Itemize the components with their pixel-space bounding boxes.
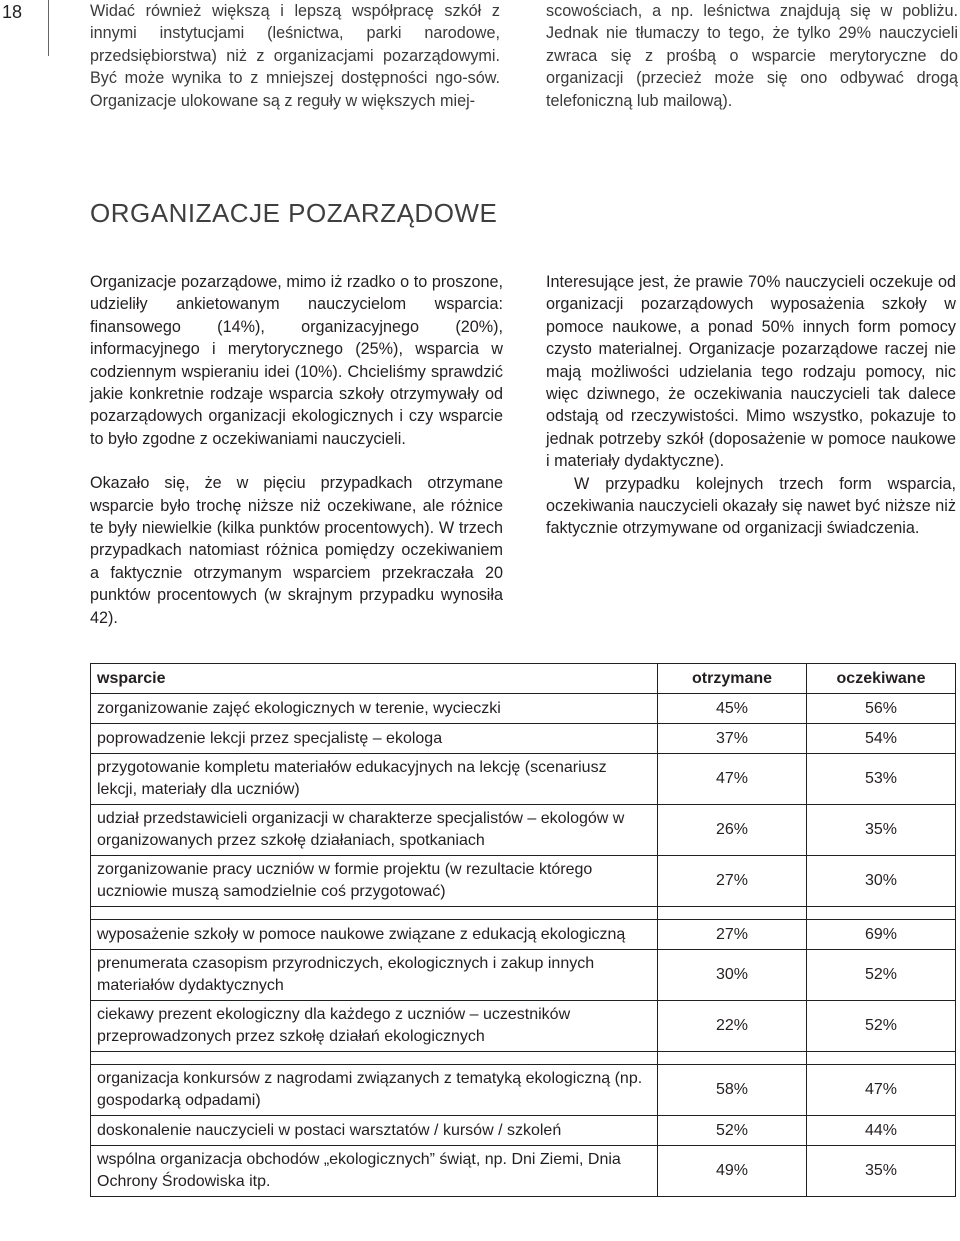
- received-cell: 27%: [658, 856, 807, 907]
- spacer-cell: [658, 1052, 807, 1065]
- received-cell: 37%: [658, 724, 807, 754]
- support-type-cell: doskonalenie nauczycieli w postaci warsztatów / kursów / szkoleń: [91, 1116, 658, 1146]
- mid-left-column: [90, 271, 503, 629]
- mid-left-paragraph-2: Okazało się, że w pięciu przypadkach otrzymane wsparcie było trochę niższe niż oczekiwane, ale różnice te były niewielkie (kilka punktów procentowych). W trzech przypadkach natomiast różnica pomiędzy oczekiwaniem a faktycznie otrzymanym wsparciem przekraczała 20 punktów procentowych (w skrajnym przypadku wynosiła 42).: [90, 474, 503, 627]
- received-cell: 58%: [658, 1065, 807, 1116]
- spacer-cell: [91, 1052, 658, 1065]
- margin-rule: [48, 0, 49, 56]
- table-row: [91, 1065, 956, 1116]
- expected-cell: 35%: [807, 805, 956, 856]
- spacer-cell: [807, 1052, 956, 1065]
- expected-cell: 35%: [807, 1146, 956, 1197]
- support-type-cell: udział przedstawicieli organizacji w charakterze specjalistów – ekologów w organizowanych przez szkołę działaniach, spotkaniach: [91, 805, 658, 856]
- top-right-column: [546, 0, 958, 112]
- mid-right-paragraph-1: Interesujące jest, że prawie 70% nauczycieli oczekuje od organizacji pozarządowych wyposażenia szkoły w pomoce naukowe, a ponad 50% innych form pomocy czysto materialnej. Organizacje pozarządowe raczej nie mają możliwości udzielania tego rodzaju pomocy, nic więc dziwnego, że oczekiwania nauczycieli tak dalece odstają od rzeczywistości. Mimo wszystko, pokazuje to jednak potrzeby szkół (doposażenie w pomoce naukowe i materiały dydaktyczne).: [546, 273, 956, 471]
- support-type-cell: poprowadzenie lekcji przez specjalistę – ekologa: [91, 724, 658, 754]
- spacer-cell: [658, 907, 807, 920]
- table-spacer-row: [91, 1052, 956, 1065]
- spacer-cell: [91, 907, 658, 920]
- mid-left-paragraph-1: Organizacje pozarządowe, mimo iż rzadko o to proszone, udzieliły ankietowanym nauczycielom wsparcia: finansowego (14%), organizacyjnego (20%), informacyjnego i merytorycznego (25%), wsparcia w codziennym wspieraniu idei (10%). Chcieliśmy sprawdzić jakie konkretnie rodzaje wsparcia szkoły otrzymywały od pozarządowych organizacji ekologicznych i czy wsparcie to było zgodne z oczekiwaniami nauczycieli.: [90, 273, 503, 448]
- received-cell: 30%: [658, 950, 807, 1001]
- expected-cell: 56%: [807, 694, 956, 724]
- support-type-cell: prenumerata czasopism przyrodniczych, ekologicznych i zakup innych materiałów dydaktycznych: [91, 950, 658, 1001]
- expected-cell: 52%: [807, 950, 956, 1001]
- mid-right-paragraph-2: W przypadku kolejnych trzech form wsparcia, oczekiwania nauczycieli okazały się nawet być niższe niż faktycznie otrzymywane od organizacji świadczenia.: [546, 474, 956, 538]
- table-row: [91, 694, 956, 724]
- expected-cell: 30%: [807, 856, 956, 907]
- table-row: [91, 724, 956, 754]
- support-type-cell: wspólna organizacja obchodów „ekologicznych” świąt, np. Dni Ziemi, Dnia Ochrony Środowiska itp.: [91, 1146, 658, 1197]
- received-cell: 22%: [658, 1001, 807, 1052]
- table-row: [91, 754, 956, 805]
- support-type-cell: wyposażenie szkoły w pomoce naukowe związane z edukacją ekologiczną: [91, 920, 658, 950]
- table-row: [91, 950, 956, 1001]
- table-row: [91, 805, 956, 856]
- expected-cell: 54%: [807, 724, 956, 754]
- received-cell: 47%: [658, 754, 807, 805]
- table-row: [91, 856, 956, 907]
- support-type-cell: przygotowanie kompletu materiałów edukacyjnych na lekcję (scenariusz lekcji, materiały dla uczniów): [91, 754, 658, 805]
- spacer-cell: [807, 907, 956, 920]
- table-row: [91, 1001, 956, 1052]
- support-type-cell: organizacja konkursów z nagrodami związanych z tematyką ekologiczną (np. gospodarką odpadami): [91, 1065, 658, 1116]
- received-cell: 49%: [658, 1146, 807, 1197]
- received-cell: 45%: [658, 694, 807, 724]
- header-otrzymane: otrzymane: [658, 664, 807, 694]
- top-left-column: [90, 0, 500, 112]
- received-cell: 27%: [658, 920, 807, 950]
- received-cell: 26%: [658, 805, 807, 856]
- header-wsparcie: wsparcie: [91, 664, 658, 694]
- support-type-cell: ciekawy prezent ekologiczny dla każdego z uczniów – uczestników przeprowadzonych przez szkołę działań ekologicznych: [91, 1001, 658, 1052]
- expected-cell: 44%: [807, 1116, 956, 1146]
- table-header-row: [91, 664, 956, 694]
- table-row: [91, 1146, 956, 1197]
- expected-cell: 53%: [807, 754, 956, 805]
- mid-right-column: [546, 271, 956, 540]
- expected-cell: 52%: [807, 1001, 956, 1052]
- table-spacer-row: [91, 907, 956, 920]
- header-oczekiwane: oczekiwane: [807, 664, 956, 694]
- page-number: 18: [2, 2, 23, 22]
- top-right-paragraph: scowościach, a np. leśnictwa znajdują się w pobliżu. Jednak nie tłumaczy to tego, że tylko 29% nauczycieli zwraca się z prośbą o wsparcie merytoryczne do organizacji (przecież może się ono odbywać drogą telefoniczną lub mailową).: [546, 2, 958, 110]
- expected-cell: 47%: [807, 1065, 956, 1116]
- support-type-cell: zorganizowanie zajęć ekologicznych w terenie, wycieczki: [91, 694, 658, 724]
- support-type-cell: zorganizowanie pracy uczniów w formie projektu (w rezultacie którego uczniowie muszą samodzielnie coś przygotować): [91, 856, 658, 907]
- top-left-paragraph: Widać również większą i lepszą współpracę szkół z innymi instytucjami (leśnictwa, parki narodowe, przedsiębiorstwa) niż z organizacjami pozarządowymi. Być może wynika to z mniejszej dostępności ngo-sów. Organizacje ulokowane są z reguły w większych miej-: [90, 2, 500, 110]
- table-row: [91, 920, 956, 950]
- section-heading: ORGANIZACJE POZARZĄDOWE: [90, 198, 498, 228]
- received-cell: 52%: [658, 1116, 807, 1146]
- table-row: [91, 1116, 956, 1146]
- support-table: [90, 663, 956, 1197]
- expected-cell: 69%: [807, 920, 956, 950]
